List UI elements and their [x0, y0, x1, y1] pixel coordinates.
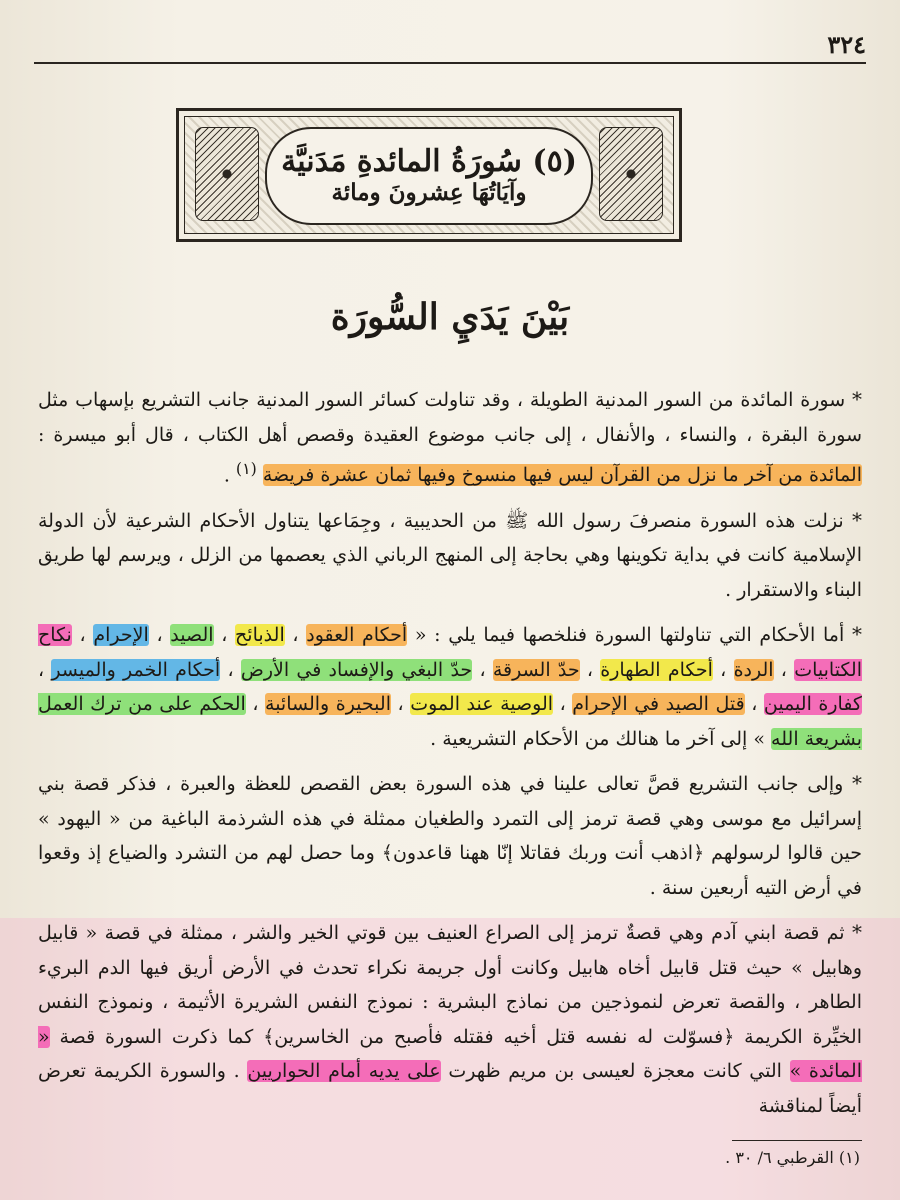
- paragraph-3: [38, 617, 862, 756]
- section-heading: بَيْنَ يَدَيِ السُّورَة: [330, 296, 570, 338]
- paragraph-ending: » إلى آخر ما هنالك من الأحكام التشريعية .: [430, 727, 772, 750]
- paragraph-text: التي كانت معجزة لعيسى بن مريم ظهرت: [440, 1060, 790, 1083]
- footnote-marker: (١): [235, 459, 257, 478]
- ruling-item: أحكام الطهارة: [600, 658, 713, 681]
- arabesque-ornament-icon: [599, 127, 663, 221]
- ruling-item: حدّ السرقة: [492, 658, 580, 681]
- ruling-item: الحكم على من ترك العمل بشريعة الله: [38, 693, 862, 750]
- footnote-rule: [732, 1140, 862, 1141]
- body-text: [38, 382, 862, 1133]
- ruling-item: أحكام الخمر والميسر: [51, 658, 221, 681]
- surah-verse-count: وآيَاتُهَا عِشرونَ ومائة: [331, 178, 527, 206]
- highlighted-phrase: على يديه أمام الحواريين: [247, 1060, 441, 1083]
- ruling-item: الردة: [733, 658, 774, 681]
- surah-title: (٥) سُورَةُ المائدةِ مَدَنيَّة: [281, 143, 577, 179]
- ruling-item: نكاح الكتابيات: [38, 624, 862, 681]
- paragraph-5: [38, 915, 862, 1123]
- paragraph-star: *: [852, 507, 863, 532]
- title-frame-pattern: [184, 116, 674, 234]
- paragraph-star: *: [852, 920, 862, 945]
- paragraph-2: [38, 503, 862, 608]
- paragraph-text: وإلى جانب التشريع قصَّ تعالى علينا في هذه السورة بعض القصص للعظة والعبرة ، فذكر قصة بني إسرائيل مع موسى وهي قصة ترمز إلى التمرد والطغيان ممثلة في هذه الشرذمة الباغية من « اليهود » حين قالوا لرسولهم ﴿اذهب أنت وربك فقاتلا إنّا ههنا قاعدون﴾ وما حصل لهم من التشرد والضياع إذ وقعوا في أرض التيه أربعين سنة .: [38, 773, 862, 899]
- surah-title-frame: [176, 108, 682, 242]
- title-cartouche: [265, 127, 593, 225]
- paragraph-text: . والسورة الكريمة تعرض أيضاً لمناقشة: [38, 1060, 862, 1117]
- ruling-item: البحيرة والسائبة: [265, 693, 391, 716]
- ruling-item: قتل الصيد في الإحرام: [572, 693, 745, 716]
- ruling-item: أحكام العقود: [306, 624, 408, 647]
- paragraph-intro: أما الأحكام التي تناولتها السورة فنلخصها فيما يلي : «: [407, 624, 845, 647]
- highlighted-quote: المائدة من آخر ما نزل من القرآن ليس فيها منسوخ وفيها ثمان عشرة فريضة: [262, 464, 862, 487]
- paragraph-4: [38, 766, 862, 905]
- footnote: (١) القرطبي ٦/ ٣٠ .: [725, 1148, 860, 1167]
- paragraph-text: نزلت هذه السورة منصرفَ رسول الله ﷺ من الحديبية ، وجِمَاعها يتناول الأحكام الشرعية لأن الدولة الإسلامية كانت في بداية تكوينها وهي بحاجة إلى المنهج الرباني الذي يعصمها من الزلل ، ويرسم لها طريق البناء والاستقرار .: [38, 509, 862, 601]
- rulings-list: أحكام العقود ، الذبائح ، الصيد ، الإحرام ، نكاح الكتابيات ، الردة ، أحكام الطهارة ، حدّ السرقة ، حدّ البغي والإفساد في الأرض ، أحكام الخمر والميسر ، كفارة اليمين ، قتل الصيد في الإحرام ، الوصية عند الموت ، البحيرة والسائبة ، الحكم على من ترك العمل بشريعة الله: [38, 624, 862, 750]
- header-rule: [34, 62, 866, 64]
- ruling-item: الوصية عند الموت: [410, 693, 554, 716]
- highlighted-phrase: « المائدة »: [38, 1025, 862, 1083]
- page-number: ٣٢٤: [827, 30, 866, 59]
- paragraph-text: سورة المائدة من السور المدنية الطويلة ، وقد تناولت كسائر السور المدنية جانب التشريع بإسهاب مثل سورة البقرة ، والنساء ، والأنفال ، إلى جانب موضوع العقيدة وقصص أهل الكتاب ، قال أبو ميسرة :: [38, 389, 862, 446]
- paragraph-star: *: [852, 771, 862, 796]
- ruling-item: كفارة اليمين: [763, 693, 862, 716]
- paragraph-text: ثم قصة ابني آدم وهي قصةٌ ترمز إلى الصراع العنيف بين قوتي الخير والشر ، ممثلة في قصة « قابيل وهابيل » حيث قتل قابيل أخاه هابيل وكانت أول جريمة نكراء تحدث في الأرض أريق فيها الدم البريء الطاهر ، والقصة تعرض لنموذجين من نماذج البشرية : نموذج النفس الشريرة الأثيمة ، ونموذج النفس الخيِّرة الكريمة ﴿فسوّلت له نفسه قتل أخيه فقتله فأصبح من الخاسرين﴾ كما ذكرت السورة قصة: [38, 922, 862, 1048]
- paragraph-end: .: [223, 464, 236, 487]
- ruling-item: حدّ البغي والإفساد في الأرض: [240, 658, 473, 681]
- ruling-item: الصيد: [170, 624, 214, 647]
- paragraph-1: [38, 382, 862, 493]
- arabesque-ornament-icon: [195, 127, 259, 221]
- paragraph-star: *: [851, 622, 862, 647]
- paragraph-star: *: [852, 387, 862, 411]
- ruling-item: الذبائح: [235, 624, 285, 647]
- ruling-item: الإحرام: [93, 624, 149, 647]
